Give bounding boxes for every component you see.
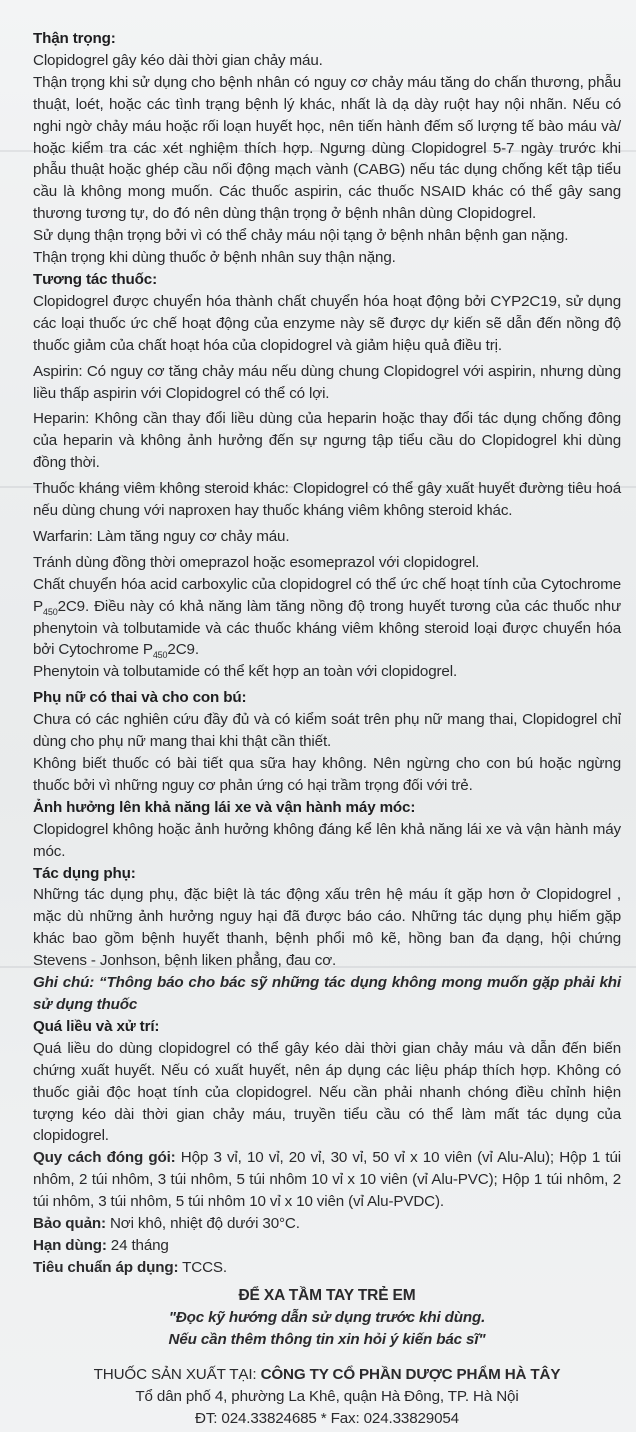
pregnancy-heading: Phụ nữ có thai và cho con bú:	[33, 689, 247, 707]
caution-heading: Thận trọng:	[33, 30, 116, 47]
ask-doctor-quote: Nếu cần thêm thông tin xin hỏi ý kiến bác sĩ"	[168, 1330, 486, 1348]
driving-text: Clopidogrel không hoặc ảnh hưởng không đáng kể lên khả năng lái xe và vận hành máy móc.	[33, 820, 621, 860]
read-instructions-quote: "Đọc kỹ hướng dẫn sử dụng trước khi dùng.	[168, 1308, 486, 1326]
overdose-heading: Quá liều và xử trí:	[33, 1017, 160, 1035]
manufacturer-contact: ĐT: 024.33824685 * Fax: 024.33829054	[195, 1410, 459, 1428]
caution-text: Sử dụng thận trọng bởi vì có thể chảy máu nội tạng ở bệnh nhân bệnh gan nặng.	[33, 227, 569, 245]
interactions-cyp2c9: Chất chuyển hóa acid carboxylic của clopidogrel có thể ức chế hoạt tính của Cytochrome $P_{450}2C9$. Điều này có khả năng làm tăng nồng độ trong huyết tương của các thuốc như phenytoin và tolbutamide và các thuốc kháng viêm không steroid loại được chuyển hóa bởi Cytochrome $P_{450}2C9$.	[33, 575, 621, 661]
interactions-aspirin: Aspirin: Có nguy cơ tăng chảy máu nếu dùng chung Clopidogrel với aspirin, nhưng dùng liều thấp aspirin với Clopidogrel có thể có lợi.	[33, 362, 621, 402]
storage-text: Bảo quản: Nơi khô, nhiệt độ dưới 30°C.	[33, 1215, 300, 1233]
note-text: Ghi chú: “Thông báo cho bác sỹ những tác dụng không mong muốn gặp phải khi sử dụng thuốc	[33, 974, 621, 1013]
interactions-warfarin: Warfarin: Làm tăng nguy cơ chảy máu.	[33, 527, 290, 545]
manufacturer-address: Tổ dân phố 4, phường La Khê, quận Hà Đông, TP. Hà Nội	[135, 1388, 519, 1406]
pregnancy-text: Chưa có các nghiên cứu đầy đủ và có kiểm soát trên phụ nữ mang thai, Clopidogrel chỉ dùng cho phụ nữ mang thai khi thật cần thiết.	[33, 711, 621, 751]
interactions-heparin: Heparin: Không cần thay đổi liều dùng của heparin hoặc thay đổi tác dụng chống đông của heparin và không ảnh hưởng đến sự ngưng tập tiểu cầu do Clopidogrel khi dùng đồng thời.	[33, 410, 621, 472]
packaging-text: Quy cách đóng gói: Hộp 3 vỉ, 10 vỉ, 20 vỉ, 30 vỉ, 50 vỉ x 10 viên (vỉ Alu-Alu); Hộp 1 túi nhôm, 2 túi nhôm, 3 túi nhôm, 5 túi nhôm 10 vỉ x 10 viên (vỉ Alu-PVC); Hộp 1 túi nhôm, 2 túi nhôm, 3 túi nhôm, 5 túi nhôm 10 vỉ x 10 viên (vỉ Alu-PVDC).	[33, 1149, 621, 1211]
side-effects-text: Những tác dụng phụ, đặc biệt là tác động xấu trên hệ máu ít gặp hơn ở Clopidogrel , mặc dù những ảnh hưởng nguy hại đã được báo cáo. Những tác dụng phụ hiếm gặp khác bao gồm bệnh huyết thanh, bệnh phổi mô kẽ, hồng ban đa dạng, hội chứng Stevens - Jonhson, bệnh liken phẳng, đau cơ.	[33, 886, 621, 970]
side-effects-heading: Tác dụng phụ:	[33, 864, 136, 882]
interactions-omeprazol: Tránh dùng đồng thời omeprazol hoặc esomeprazol với clopidogrel.	[33, 553, 480, 571]
interactions-heading: Tương tác thuốc:	[33, 270, 158, 288]
interactions-text: Clopidogrel được chuyển hóa thành chất chuyển hóa hoạt động bởi CYP2C19, sử dụng các loại thuốc ức chế hoạt động của enzyme này sẽ được dự kiến sẽ dẫn đến nồng độ thuốc giảm của chất hoạt hóa của clopidogrel và giảm hiệu quả điều trị.	[33, 292, 621, 354]
manufacturer: THUỐC SẢN XUẤT TẠI: CÔNG TY CỔ PHẦN DƯỢC PHẨM HÀ TÂY	[93, 1366, 561, 1384]
caution-text: Clopidogrel gây kéo dài thời gian chảy máu.	[33, 51, 323, 69]
caution-text: Thận trọng khi dùng thuốc ở bệnh nhân suy thận nặng.	[33, 249, 396, 267]
shelf-life-text: Hạn dùng: 24 tháng	[33, 1236, 169, 1254]
interactions-phenytoin: Phenytoin và tolbutamide có thể kết hợp an toàn với clopidogrel.	[33, 663, 458, 681]
keep-away-warning: ĐỂ XA TẦM TAY TRẺ EM	[238, 1286, 416, 1304]
interactions-nsaid: Thuốc kháng viêm không steroid khác: Clopidogrel có thể gây xuất huyết đường tiêu hoá nếu dùng chung với naproxen hay thuốc kháng viêm không steroid khác.	[33, 480, 621, 520]
overdose-text: Quá liều do dùng clopidogrel có thể gây kéo dài thời gian chảy máu và dẫn đến biến chứng xuất huyết. Nếu có xuất huyết, nên áp dụng các liệu pháp thích hợp. Không có thuốc giải độc hoạt tính của clopidogrel. Nếu cần phải nhanh chóng điều chỉnh hiện tượng kéo dài thời gian chảy máu, truyền tiểu cầu có thể làm mất tác dụng của clopidogrel.	[33, 1039, 621, 1145]
caution-text: Thận trọng khi sử dụng cho bệnh nhân có nguy cơ chảy máu tăng do chấn thương, phẫu thuật, loét, hoặc các tình trạng bệnh lý khác, nhất là dạ dày ruột hay nội nhãn. Nếu có nghi ngờ chảy máu hoặc rối loạn huyết học, nên tiến hành đếm số lượng tế bào máu và/ hoặc kiểm tra các xét nghiệm thích hợp. Ngưng dùng Clopidogrel 5-7 ngày trước khi phẫu thuật hoặc ghép cầu nối động mạch vành (CABG) nếu tác dụng chống kết tập tiểu cầu là không mong muốn. Các thuốc aspirin, các thuốc NSAID khác có thể gây sang thương tương tự, do đó nên dùng thận trọng ở bệnh nhân dùng Clopidogrel.	[33, 73, 621, 223]
pregnancy-text: Không biết thuốc có bài tiết qua sữa hay không. Nên ngừng cho con bú hoặc ngừng thuốc bởi vì những nguy cơ phản ứng có hại trầm trọng đối với trẻ.	[33, 755, 621, 794]
leaflet-content	[33, 28, 621, 1430]
standard-text: Tiêu chuẩn áp dụng: TCCS.	[33, 1258, 227, 1276]
driving-heading: Ảnh hưởng lên khả năng lái xe và vận hành máy móc:	[33, 798, 416, 816]
